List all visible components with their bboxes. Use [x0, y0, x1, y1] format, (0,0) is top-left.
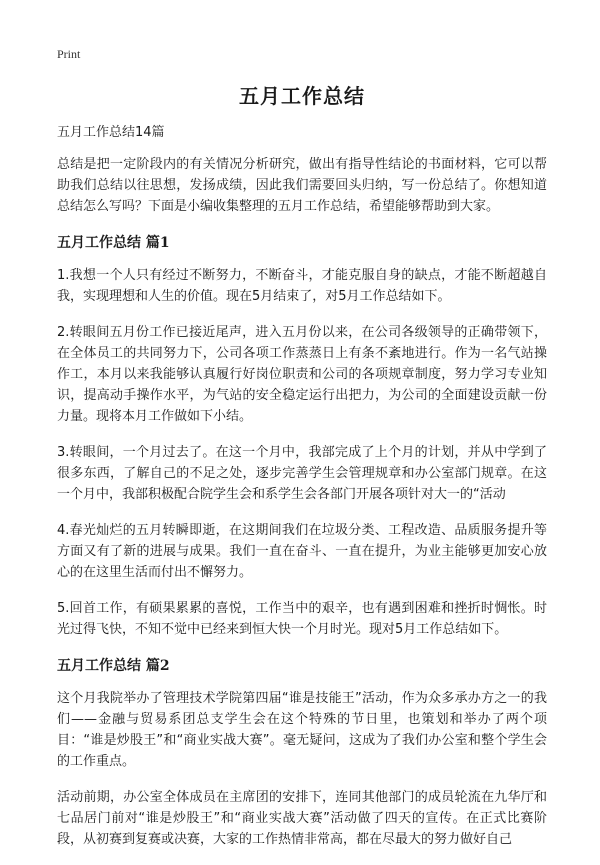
section-heading-1: 五月工作总结 篇1	[57, 235, 170, 251]
section1-paragraph-5: 5.回首工作，有硕果累累的喜悦，工作当中的艰辛，也有遇到困难和挫折时惆怅。时光过得飞快，不知不觉中已经来到恒大快一个月时光。现对5月工作总结如下。	[57, 601, 547, 637]
page-title: 五月工作总结	[239, 84, 365, 108]
section1-paragraph-3: 3.转眼间，一个月过去了。在这一个月中，我部完成了上个月的计划，并从中学到了很多东西，了解自己的不足之处，逐步完善学生会管理规章和办公室部门规章。在这一个月中，我部积极配合院学生会和系学生会各部门开展各项针对大一的“活动	[57, 445, 547, 502]
print-link[interactable]: Print	[57, 47, 81, 61]
section2-paragraph-1: 这个月我院举办了管理技术学院第四届“谁是技能王”活动，作为众多承办方之一的我们——金融与贸易系团总支学生会在这个特殊的节日里，也策划和举办了两个项目：“谁是炒股王”和“商业实战大赛”。毫无疑问，这成为了我们办公室和整个学生会的工作重点。	[57, 691, 547, 769]
document-body	[57, 80, 547, 865]
section1-paragraph-1: 1.我想一个人只有经过不断努力，不断奋斗，才能克服自身的缺点，才能不断超越自我，实现理想和人生的价值。现在5月结束了，对5月工作总结如下。	[57, 268, 547, 304]
section-heading-2: 五月工作总结 篇2	[57, 658, 170, 674]
section1-paragraph-4: 4.春光灿烂的五月转瞬即逝，在这期间我们在垃圾分类、工程改造、品质服务提升等方面又有了新的进展与成果。我们一直在奋斗、一直在提升，为业主能够更加安心放心的在这里生活而付出不懈努力。	[57, 523, 547, 580]
section2-paragraph-2: 活动前期，办公室全体成员在主席团的安排下，连同其他部门的成员轮流在九华厅和七品居门前对“谁是炒股王”和“商业实战大赛”活动做了四天的宣传。在正式比赛阶段，从初赛到复赛或决赛，大家的工作热情非常高，都在尽最大的努力做好自己	[57, 790, 547, 847]
page-subtitle: 五月工作总结14篇	[57, 125, 165, 140]
section1-paragraph-2: 2.转眼间五月份工作已接近尾声，进入五月份以来，在公司各级领导的正确带领下，在全体员工的共同努力下，公司各项工作蒸蒸日上有条不紊地进行。作为一名气站操作工，本月以来我能够认真履行好岗位职责和公司的各项规章制度，努力学习专业知识，提高动手操作水平，为气站的安全稳定运行出把力，为公司的全面建设贡献一份力量。现将本月工作做如下小结。	[57, 325, 547, 424]
intro-paragraph: 总结是把一定阶段内的有关情况分析研究，做出有指导性结论的书面材料，它可以帮助我们总结以往思想，发扬成绩，因此我们需要回头归纳，写一份总结了。你想知道总结怎么写吗？下面是小编收集整理的五月工作总结，希望能够帮助到大家。	[57, 157, 547, 214]
